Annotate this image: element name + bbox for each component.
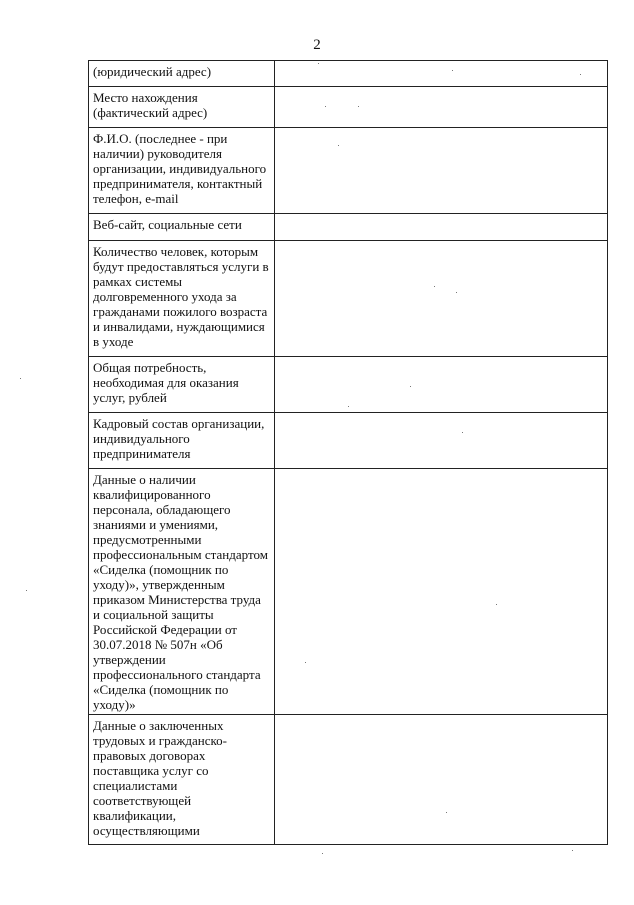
row-value-clients-count[interactable]	[275, 241, 608, 357]
scan-speck	[580, 74, 581, 75]
scan-speck	[322, 853, 323, 854]
scan-speck	[338, 145, 339, 146]
scan-speck	[434, 286, 435, 287]
table-row	[89, 241, 608, 357]
row-label-website: Веб-сайт, социальные сети	[89, 214, 275, 241]
scan-speck	[496, 604, 497, 605]
page-number: 2	[313, 37, 321, 53]
table-row	[89, 413, 608, 469]
row-value-head-contacts[interactable]	[275, 128, 608, 214]
table-row	[89, 128, 608, 214]
row-value-actual-address[interactable]	[275, 87, 608, 128]
table-row	[89, 61, 608, 87]
scan-speck	[572, 850, 573, 851]
scan-speck	[305, 662, 306, 663]
scan-speck	[20, 378, 21, 379]
row-label-contracts: Данные о заключенных трудовых и гражданско-правовых договорах поставщика услуг со специалистами соответствующей квалификации, осуществляющими	[89, 715, 275, 845]
table-row	[89, 357, 608, 413]
scan-speck	[446, 812, 447, 813]
row-label-legal-address: (юридический адрес)	[89, 61, 275, 87]
scan-speck	[358, 106, 359, 107]
table-row	[89, 214, 608, 241]
scan-speck	[462, 432, 463, 433]
row-label-total-need: Общая потребность, необходимая для оказания услуг, рублей	[89, 357, 275, 413]
row-value-contracts[interactable]	[275, 715, 608, 845]
row-value-staff[interactable]	[275, 413, 608, 469]
scan-speck	[348, 406, 349, 407]
row-label-qualified-staff: Данные о наличии квалифицированного персонала, обладающего знаниями и умениями, предусмотренными профессиональным стандартом «Сиделка (помощник по уходу)», утвержденным приказом Министерства труда и социальной защиты Российской Федерации от 30.07.2018 № 507н «Об утверждении профессионального стандарта «Сиделка (помощник по уходу)»	[89, 469, 275, 715]
table-row	[89, 87, 608, 128]
row-value-total-need[interactable]	[275, 357, 608, 413]
row-label-head-contacts: Ф.И.О. (последнее - при наличии) руководителя организации, индивидуального предпринимателя, контактный телефон, e-mail	[89, 128, 275, 214]
row-value-qualified-staff[interactable]	[275, 469, 608, 715]
scan-speck	[452, 70, 453, 71]
scan-speck	[318, 63, 319, 64]
scan-speck	[26, 590, 27, 591]
row-label-staff: Кадровый состав организации, индивидуального предпринимателя	[89, 413, 275, 469]
organization-info-table	[88, 60, 608, 845]
scan-speck	[410, 386, 411, 387]
row-value-legal-address[interactable]	[275, 61, 608, 87]
table-row	[89, 715, 608, 845]
scan-speck	[456, 292, 457, 293]
row-label-clients-count: Количество человек, которым будут предоставляться услуги в рамках системы долговременного ухода за гражданами пожилого возраста и инвалидами, нуждающимися в уходе	[89, 241, 275, 357]
scan-speck	[325, 106, 326, 107]
row-value-website[interactable]	[275, 214, 608, 241]
row-label-actual-address: Место нахождения (фактический адрес)	[89, 87, 275, 128]
table-row	[89, 469, 608, 715]
